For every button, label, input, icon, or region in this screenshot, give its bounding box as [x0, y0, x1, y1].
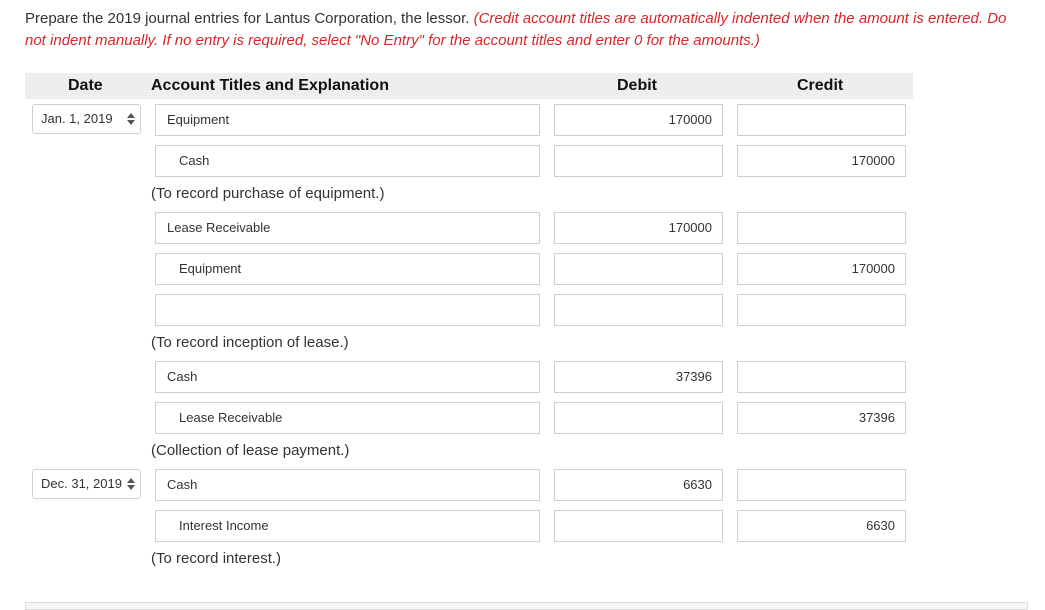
credit-field[interactable] — [737, 469, 906, 501]
account-field[interactable]: Cash — [155, 145, 540, 177]
account-field[interactable]: Equipment — [155, 253, 540, 285]
instructions — [25, 8, 1025, 52]
credit-field[interactable]: 170000 — [737, 253, 906, 285]
account-field[interactable]: Equipment — [155, 104, 540, 136]
credit-field[interactable] — [737, 294, 906, 326]
instructions-text: Prepare the 2019 journal entries for Lantus Corporation, the lessor. — [25, 10, 474, 27]
date-select-jan-1[interactable] — [32, 104, 141, 134]
up-down-arrows-icon — [127, 478, 135, 490]
entry-explanation: (To record interest.) — [151, 550, 282, 567]
debit-field[interactable] — [554, 145, 723, 177]
date-select-value: Jan. 1, 2019 — [41, 111, 113, 126]
credit-column-header: Credit — [797, 77, 844, 94]
entry-explanation: (To record purchase of equipment.) — [151, 185, 385, 202]
credit-field[interactable]: 6630 — [737, 510, 906, 542]
debit-field[interactable] — [554, 294, 723, 326]
entry-explanation: (Collection of lease payment.) — [151, 442, 350, 459]
account-field[interactable]: Cash — [155, 361, 540, 393]
credit-field[interactable]: 37396 — [737, 402, 906, 434]
credit-field[interactable]: 170000 — [737, 145, 906, 177]
debit-column-header: Debit — [617, 77, 657, 94]
credit-field[interactable] — [737, 212, 906, 244]
account-field[interactable]: Lease Receivable — [155, 212, 540, 244]
account-field[interactable]: Interest Income — [155, 510, 540, 542]
debit-field[interactable]: 6630 — [554, 469, 723, 501]
debit-field[interactable]: 170000 — [554, 212, 723, 244]
account-field[interactable]: Lease Receivable — [155, 402, 540, 434]
debit-field[interactable]: 37396 — [554, 361, 723, 393]
instructions-note: (Credit account titles are automatically indented when the amount is entered. Do not indent manually. If no entry is required, select "No Entry" for the account titles and enter 0 for the amounts.) — [25, 10, 1007, 49]
date-select-value: Dec. 31, 2019 — [41, 476, 122, 491]
credit-field[interactable] — [737, 361, 906, 393]
account-column-header: Account Titles and Explanation — [151, 77, 389, 94]
entry-explanation: (To record inception of lease.) — [151, 334, 349, 351]
debit-field[interactable]: 170000 — [554, 104, 723, 136]
next-panel-edge — [25, 602, 1028, 610]
credit-field[interactable] — [737, 104, 906, 136]
debit-field[interactable] — [554, 402, 723, 434]
date-column-header: Date — [68, 77, 103, 94]
debit-field[interactable] — [554, 510, 723, 542]
account-field[interactable]: Cash — [155, 469, 540, 501]
account-field[interactable] — [155, 294, 540, 326]
up-down-arrows-icon — [127, 113, 135, 125]
debit-field[interactable] — [554, 253, 723, 285]
date-select-dec-31[interactable] — [32, 469, 141, 499]
